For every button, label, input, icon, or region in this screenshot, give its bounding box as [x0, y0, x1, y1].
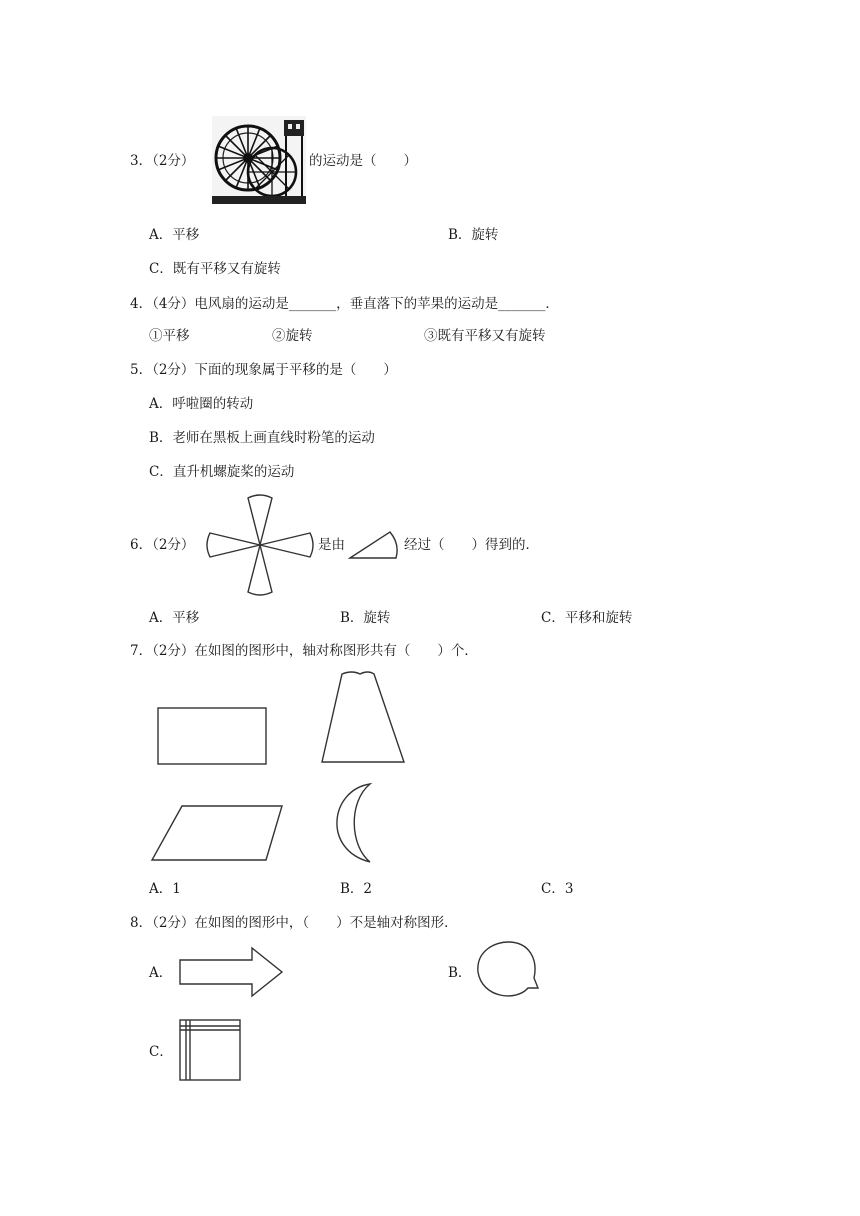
q3-stem-prefix: 3．（2分） — [130, 153, 195, 169]
sector-icon — [348, 528, 402, 560]
q6-stem-suffix: 经过（ ）得到的． — [404, 537, 539, 553]
q5-option-a[interactable]: A．呼啦圈的转动 — [149, 396, 254, 412]
q7-option-a[interactable]: A．1 — [149, 881, 181, 897]
crescent-moon-shape — [322, 780, 382, 868]
trapezoid-shape — [316, 668, 410, 770]
q6-option-a[interactable]: A．平移 — [149, 610, 200, 626]
pinwheel-icon — [206, 492, 314, 598]
q7-stem: 7．（2分）在如图的图形中，轴对称图形共有（ ）个． — [130, 643, 478, 659]
q6-stem-prefix: 6．（2分） — [130, 537, 195, 553]
q4-option-2[interactable]: ②旋转 — [272, 328, 313, 344]
arrow-shape — [174, 944, 288, 1002]
square-with-lines-shape — [176, 1016, 244, 1084]
q7-option-b[interactable]: B．2 — [340, 881, 373, 897]
q7-option-c[interactable]: C．3 — [541, 881, 574, 897]
q4-option-1[interactable]: ①平移 — [149, 328, 190, 344]
q8-option-b[interactable]: B． — [448, 965, 472, 981]
q3-option-a[interactable]: A．平移 — [149, 227, 200, 243]
speech-bubble-shape — [472, 940, 542, 1002]
q8-stem: 8．（2分）在如图的图形中，（ ）不是轴对称图形． — [130, 915, 458, 931]
parallelogram-shape — [148, 800, 288, 868]
q3-option-c[interactable]: C．既有平移又有旋转 — [149, 261, 281, 277]
q6-option-b[interactable]: B．旋转 — [340, 610, 391, 626]
rectangle-shape — [152, 700, 274, 772]
q6-stem-mid: 是由 — [318, 537, 345, 553]
q8-option-c[interactable]: C． — [149, 1044, 173, 1060]
q3-option-b[interactable]: B．旋转 — [448, 227, 499, 243]
q6-option-c[interactable]: C．平移和旋转 — [541, 610, 633, 626]
q5-option-b[interactable]: B．老师在黑板上画直线时粉笔的运动 — [149, 430, 375, 446]
q5-stem: 5．（2分）下面的现象属于平移的是（ ） — [130, 362, 397, 378]
q5-option-c[interactable]: C．直升机螺旋桨的运动 — [149, 464, 295, 480]
q4-stem: 4．（4分）电风扇的运动是_______，垂直落下的苹果的运动是_______． — [130, 296, 559, 312]
q3-stem-suffix: 的运动是（ ） — [309, 153, 417, 169]
q4-option-3[interactable]: ③既有平移又有旋转 — [424, 328, 546, 344]
waterwheel-icon — [212, 116, 306, 204]
q8-option-a[interactable]: A． — [149, 965, 173, 981]
